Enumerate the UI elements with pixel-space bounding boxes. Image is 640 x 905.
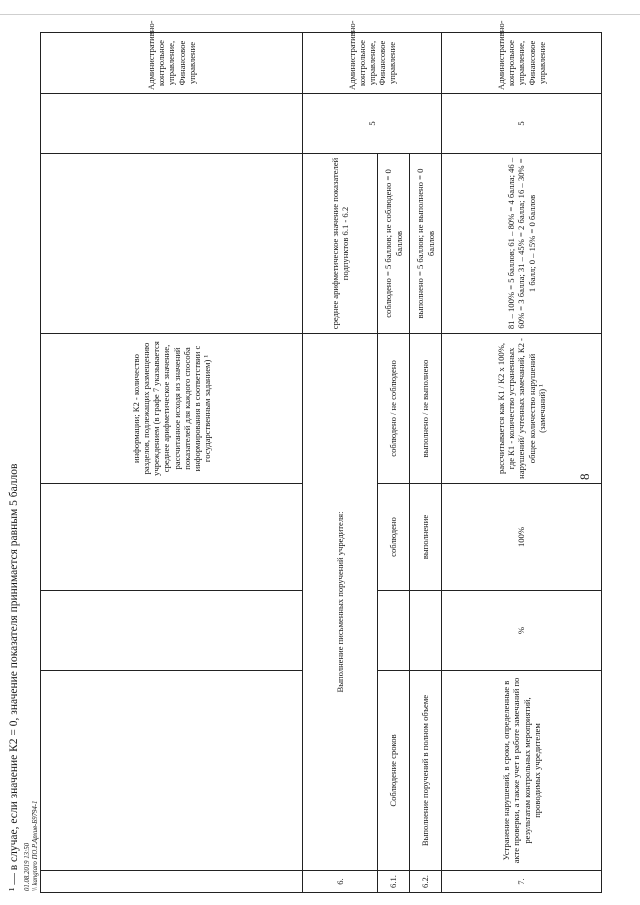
row-target: 100% (442, 484, 602, 591)
weight-value: 5 (303, 94, 442, 154)
row-number: 7. (442, 871, 602, 893)
table-row-6-2 (410, 33, 442, 893)
cell-num (41, 871, 303, 893)
row-number: 6.2. (410, 871, 442, 893)
cell-method (41, 154, 303, 334)
document-stamp (24, 801, 40, 891)
row-title: Устранение нарушений, в сроки, определенные в акте проверки, а также учет в работе замечаний по результатам контрольных мероприятий, проводимых учредителем (442, 671, 602, 871)
row-title: Выполнение поручений в полном объеме (410, 671, 442, 871)
row-unit: % (442, 591, 602, 671)
page-edge (0, 14, 640, 15)
stamp-line: \\ kangtaro ПО.Р.Архив-Б9794-1 (32, 800, 40, 891)
cell-unit (41, 591, 303, 671)
table-row-7 (442, 33, 602, 893)
row-number: 6.1. (378, 871, 410, 893)
cell-weight (41, 94, 303, 154)
page-number: 8 (577, 473, 592, 480)
row-formula: соблюдено / не соблюдено (378, 334, 410, 484)
evaluation-method: выполнено = 5 баллов; не выполнено = 0 баллов (410, 154, 442, 334)
row-target: соблюдено (378, 484, 410, 591)
criteria-table (40, 20, 602, 893)
cell-target (41, 484, 303, 591)
responsible-unit: Административно-контрольное управление, Финансовое управление (303, 33, 442, 94)
row-number: 6. (303, 871, 378, 893)
cell-formula: информации; К2 - количество разделов, подлежащих размещению учреждением (в графе 7 указывается среднее арифметическое значение, рассчитанное исходя из значений показателей для каждого способа информирования в соответствии с государственным заданием) ¹ (41, 334, 303, 484)
cell-responsible: Административно-контрольное управление, Финансовое управление (41, 33, 303, 94)
row-unit (410, 591, 442, 671)
row-title: Соблюдение сроков (378, 671, 410, 871)
cell-title (41, 671, 303, 871)
weight-value: 5 (442, 94, 602, 154)
table-row-continued (41, 33, 303, 893)
responsible-unit: Административно-контрольное управление, Финансовое управление (442, 33, 602, 94)
footnote: ¹ — в случае, если значение К2 = 0, значение показателя принимается равным 5 баллов (8, 463, 20, 891)
evaluation-method: 81 – 100% = 5 баллов; 61 – 80% = 4 балла; 46 – 60% = 3 балла; 31 – 45% = 2 балла; 16 – 30% = 1 балл; 0 – 15% = 0 баллов (442, 154, 602, 334)
row-target: выполнение (410, 484, 442, 591)
row-unit (378, 591, 410, 671)
row-formula: рассчитывается как К1 / К2 х 100%, где К1 - количество устраненных нарушений/ учтенных замечаний, К2 - общее количество нарушений (замечаний) ¹ (442, 334, 602, 484)
table-row-6-1 (378, 33, 410, 893)
row-title: Выполнение письменных поручений учредителя: (303, 334, 378, 871)
stamp-line: 01.08.2019 13:50 (24, 842, 31, 891)
evaluation-method: соблюдено = 5 баллов; не соблюдено = 0 баллов (378, 154, 410, 334)
table-row-6 (303, 33, 378, 893)
evaluation-method: среднее арифметическое значение показателей подпунктов 6.1 - 6.2 (303, 154, 378, 334)
row-formula: выполнено / не выполнено (410, 334, 442, 484)
